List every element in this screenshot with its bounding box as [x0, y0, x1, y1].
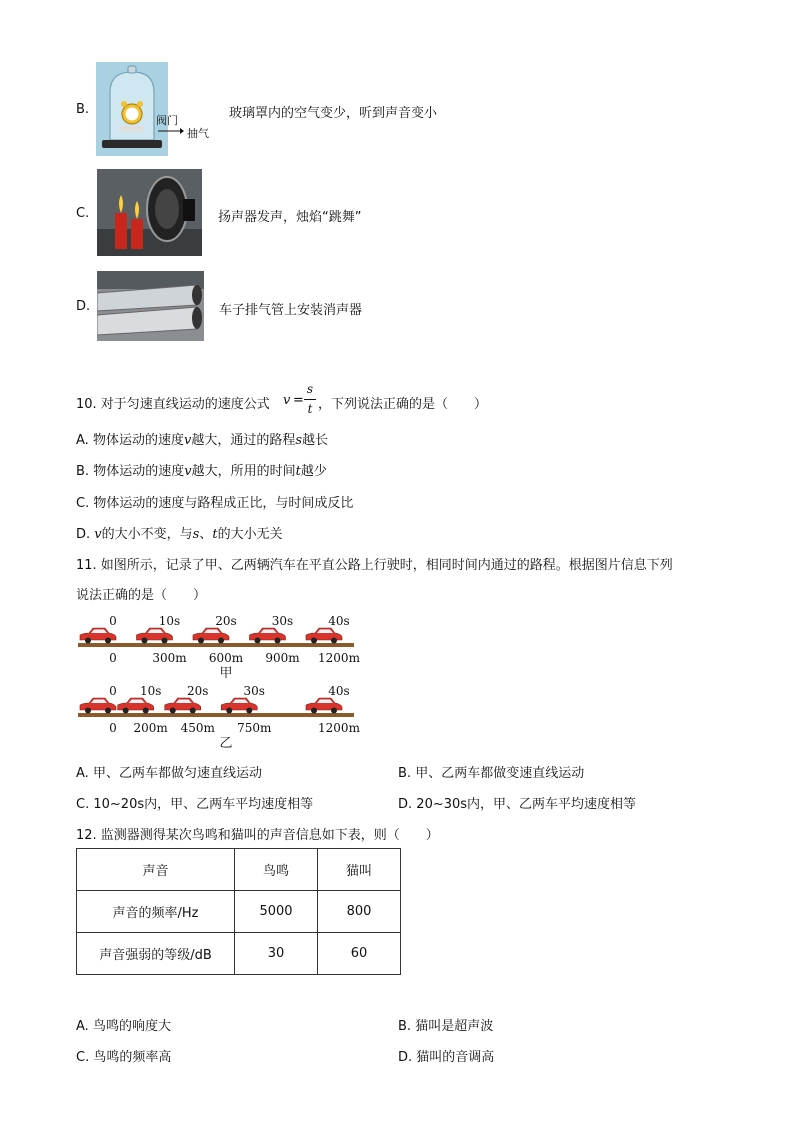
option-text: 10~20s内，甲、乙两车平均速度相等 — [93, 797, 314, 812]
car-icon — [306, 628, 342, 644]
option-text: 甲、乙两车都做变速直线运动 — [415, 766, 585, 781]
valve-label: 阀门 — [156, 114, 178, 127]
q10-formula-numerator: s — [306, 382, 314, 396]
option-letter: D. — [76, 527, 91, 542]
option-text: 越少 — [300, 464, 327, 479]
time-label: 40s — [328, 614, 350, 628]
distance-label: 1200m — [318, 721, 360, 735]
pump-label: 抽气 — [187, 127, 209, 140]
option-letter: A. — [76, 766, 89, 781]
option-letter: B. — [76, 464, 90, 479]
table-row — [77, 933, 401, 975]
option-text: 鸟鸣的响度大 — [92, 1019, 171, 1034]
option-text: 物体运动的速度 — [92, 433, 184, 448]
option-letter: A. — [76, 1019, 89, 1034]
q10-stem-before: 10. 对于匀速直线运动的速度公式 — [76, 397, 270, 412]
table-cell: 声音的频率/Hz — [77, 891, 235, 933]
q11-stem-line1: 11. 如图所示，记录了甲、乙两辆汽车在平直公路上行驶时，相同时间内通过的路程。根据图片信息下列 — [76, 558, 673, 573]
road — [78, 713, 354, 717]
q12-option-d[interactable] — [398, 1046, 494, 1065]
distance-label: 300m — [152, 651, 187, 665]
symbol-t: t — [212, 527, 218, 542]
q11-option-a[interactable] — [76, 762, 262, 781]
q10-stem-after: ，下列说法正确的是（ ） — [318, 397, 488, 412]
distance-label: 450m — [180, 721, 215, 735]
table-cell: 5000 — [235, 891, 318, 933]
car-icon — [193, 628, 229, 644]
time-label: 20s — [187, 684, 209, 698]
distance-label: 1200m — [318, 651, 360, 665]
option-text: 越大，所用的时间 — [191, 464, 296, 479]
car-icon — [221, 698, 257, 714]
option-text: 20~30s内，甲、乙两车平均速度相等 — [416, 797, 637, 812]
bell-jar-photo — [96, 62, 168, 156]
exhaust-muffler-photo — [97, 271, 204, 341]
option-text: 甲、乙两车都做匀速直线运动 — [92, 766, 262, 781]
option-d-text: 车子排气管上安装消声器 — [219, 303, 363, 318]
option-text: 的大小不变，与 — [101, 527, 193, 542]
q12-stem: 12. 监测器测得某次鸟鸣和猫叫的声音信息如下表，则（ ） — [76, 828, 439, 843]
distance-label: 900m — [265, 651, 300, 665]
time-label: 10s — [158, 614, 181, 628]
q10-fraction-bar — [304, 399, 316, 400]
table-cell: 800 — [318, 891, 401, 933]
q11-option-c[interactable] — [76, 793, 313, 812]
option-letter: C. — [76, 797, 90, 812]
car-jia-label: 甲 — [219, 666, 233, 681]
q12-option-a[interactable] — [76, 1015, 171, 1034]
time-label: 30s — [271, 614, 294, 628]
car-icon — [80, 698, 116, 714]
car-icon — [137, 628, 173, 644]
arrow-right-icon — [158, 126, 184, 136]
muffler-icon — [97, 271, 204, 341]
option-letter: D. — [398, 797, 413, 812]
option-c-letter: C. — [76, 206, 90, 221]
option-letter: B. — [398, 766, 412, 781]
table-cell: 声音强弱的等级/dB — [77, 933, 235, 975]
bell-jar-icon — [96, 62, 168, 156]
option-text: 、 — [199, 527, 213, 542]
time-label: 20s — [215, 614, 237, 628]
car-icon — [250, 628, 286, 644]
car-icon — [306, 698, 342, 714]
q10-formula-lhs: v — [283, 393, 291, 408]
speaker-candle-photo — [97, 169, 202, 256]
option-text: 越大，通过的路程 — [191, 433, 296, 448]
time-label: 30s — [243, 684, 265, 698]
time-label: 40s — [328, 684, 350, 698]
option-text: 的大小无关 — [217, 527, 283, 542]
option-b-text: 玻璃罩内的空气变少，听到声音变小 — [229, 106, 438, 121]
option-text: 鸟鸣的频率高 — [93, 1050, 172, 1065]
option-letter: B. — [398, 1019, 412, 1034]
distance-label: 750m — [237, 721, 272, 735]
symbol-t: t — [295, 464, 301, 479]
symbol-s: s — [295, 433, 302, 448]
car-yi-label: 乙 — [219, 736, 233, 750]
time-label: 10s — [139, 684, 162, 698]
table-header-cell: 猫叫 — [318, 849, 401, 891]
q12-option-b[interactable] — [398, 1015, 493, 1034]
symbol-v: v — [184, 464, 192, 479]
q11-stem-line2: 说法正确的是（ ） — [76, 588, 207, 603]
time-label: 0 — [109, 684, 117, 698]
road — [78, 643, 354, 647]
car-icon — [80, 628, 116, 644]
distance-label: 0 — [109, 721, 117, 735]
q11-option-b[interactable] — [398, 762, 584, 781]
q12-option-c[interactable] — [76, 1046, 171, 1065]
car-motion-diagram — [70, 610, 370, 750]
table-row — [77, 891, 401, 933]
option-letter: A. — [76, 433, 89, 448]
option-d-letter: D. — [76, 299, 91, 314]
table-header-cell: 声音 — [77, 849, 235, 891]
option-b-letter: B. — [76, 102, 90, 117]
option-letter: D. — [398, 1050, 413, 1065]
symbol-s: s — [192, 527, 200, 542]
q11-option-d[interactable] — [398, 793, 636, 812]
q10-option-c[interactable] — [76, 492, 353, 511]
distance-label: 0 — [109, 651, 117, 665]
distance-label: 200m — [133, 721, 168, 735]
time-label: 0 — [109, 614, 117, 628]
q10-option-b[interactable] — [76, 460, 327, 479]
option-letter: C. — [76, 496, 90, 511]
q10-option-a[interactable] — [76, 429, 328, 448]
table-header-row — [77, 849, 401, 891]
table-cell: 60 — [318, 933, 401, 975]
q10-formula-denominator: t — [307, 402, 313, 416]
option-text: 猫叫是超声波 — [415, 1019, 494, 1034]
option-text: 物体运动的速度 — [93, 464, 185, 479]
option-text: 越长 — [302, 433, 329, 448]
q10-option-d[interactable] — [76, 523, 283, 542]
q10-formula-eq: = — [293, 393, 304, 408]
option-text: 物体运动的速度与路程成正比，与时间成反比 — [93, 496, 354, 511]
option-letter: C. — [76, 1050, 90, 1065]
distance-label: 600m — [208, 651, 244, 665]
option-text: 猫叫的音调高 — [416, 1050, 495, 1065]
car-icon — [165, 698, 201, 714]
sound-info-table — [76, 848, 401, 975]
car-icon — [118, 698, 154, 714]
table-cell: 30 — [235, 933, 318, 975]
speaker-icon — [97, 169, 202, 256]
symbol-v: v — [94, 527, 102, 542]
table-header-cell: 鸟鸣 — [235, 849, 318, 891]
option-c-text: 扬声器发声，烛焰“跳舞” — [218, 210, 362, 225]
symbol-v: v — [183, 433, 192, 448]
